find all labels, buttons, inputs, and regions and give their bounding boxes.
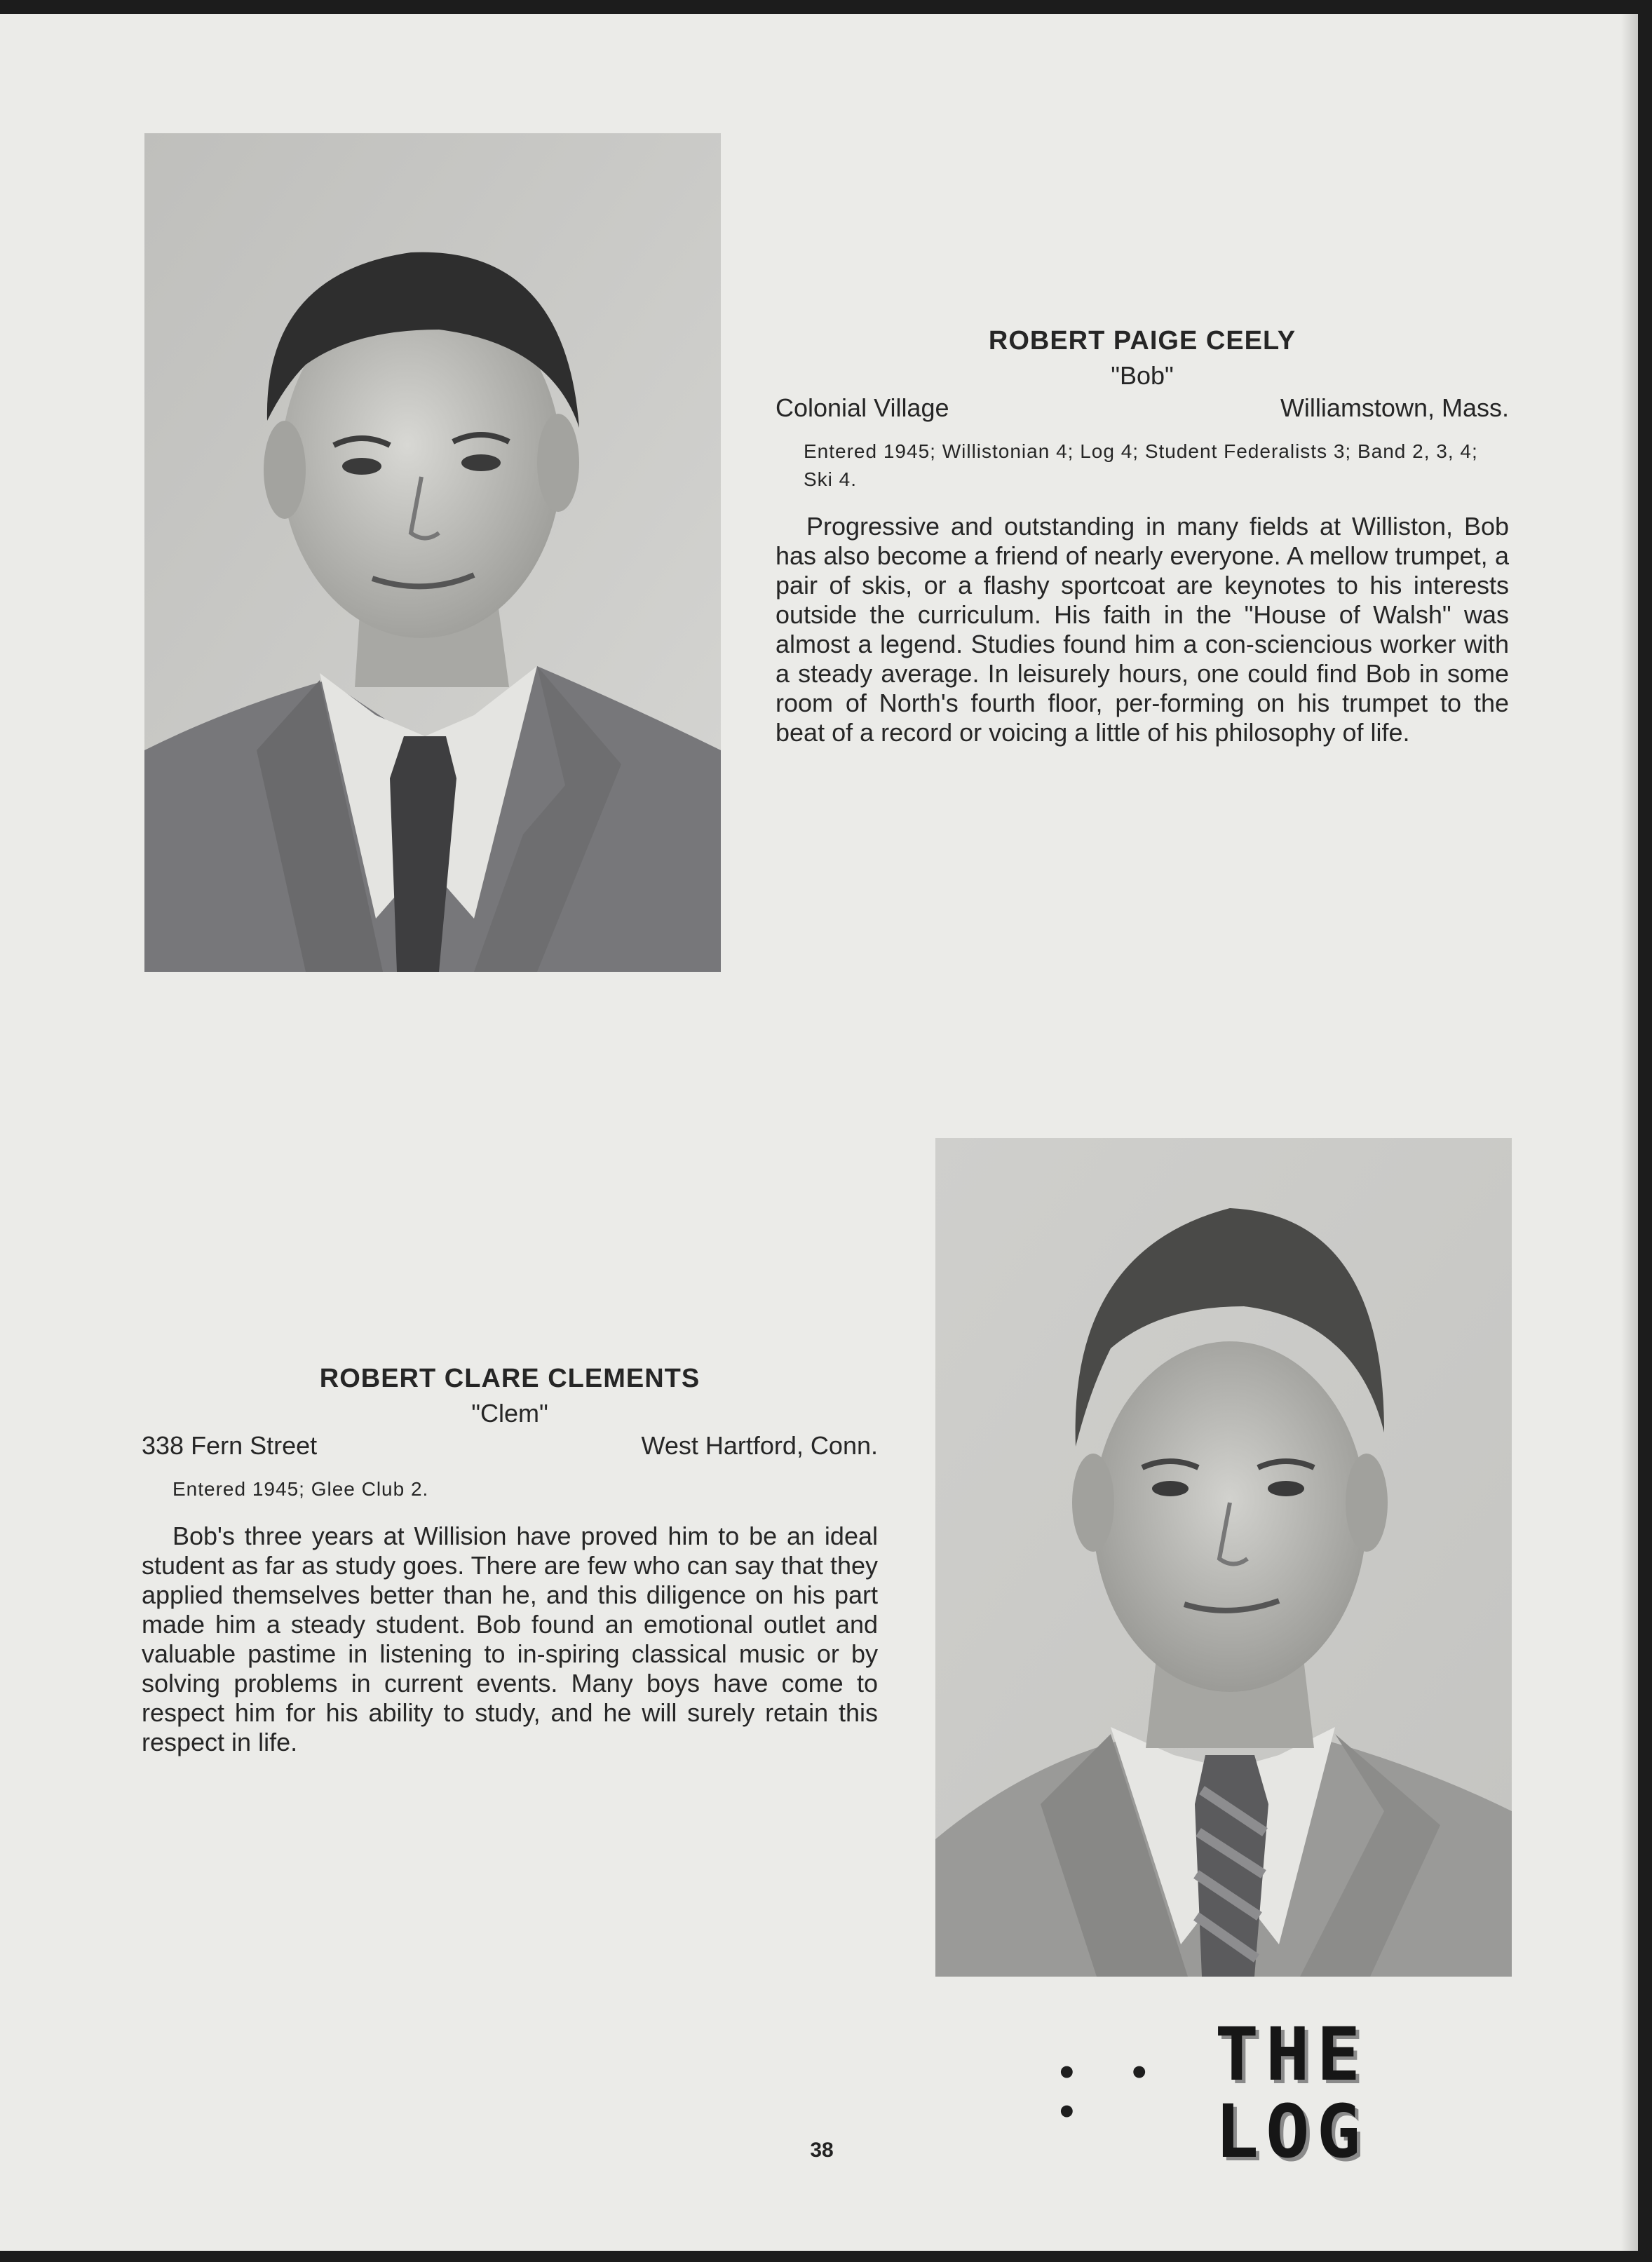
address-street: 338 Fern Street — [142, 1431, 318, 1460]
student-biography: Bob's three years at Willision have proved him to be an ideal student as far as study goes. There are few who can say that they applied themselves better than he, and this diligence on his part made him a steady student. Bob found an emotional outlet and valuable pastime in listening to in-spiring classical music or by solving problems in current events. Many boys have come to respect him for his ability to study, and he will surely retain this respect in life. — [142, 1522, 878, 1756]
address-city: West Hartford, Conn. — [641, 1431, 878, 1460]
student-address — [142, 1429, 878, 1463]
student-name: ROBERT CLARE CLEMENTS — [319, 1364, 700, 1393]
student-activities: Entered 1945; Glee Club 2. — [172, 1478, 429, 1500]
portrait-image — [144, 133, 721, 972]
address-street: Colonial Village — [776, 393, 949, 422]
portrait-photo-ceely — [144, 133, 721, 972]
student-biography: Progressive and outstanding in many fields at Williston, Bob has also become a friend of nearly everyone. A mellow trumpet, a pair of skis, or a flashy sportcoat are keynotes to his interests outside the curriculum. His faith in the "House of Walsh" was almost a legend. Studies found him a con-sciencious worker with a steady average. In leisurely hours, one could find Bob in some room of North's fourth floor, per-forming on his trumpet to the beat of a record or voicing a little of his philosophy of life. — [776, 512, 1509, 747]
page-number: 38 — [810, 2139, 834, 2162]
address-city: Williamstown, Mass. — [1280, 393, 1509, 422]
footer-dots: • • • — [1056, 2054, 1170, 2132]
bio-block-clements — [142, 1360, 878, 1757]
the-log-title: THE LOG — [1214, 2012, 1368, 2174]
student-name: ROBERT PAIGE CEELY — [988, 326, 1296, 355]
student-address — [776, 391, 1509, 425]
bio-block-ceely — [776, 323, 1509, 747]
footer-publication-title — [1056, 2012, 1519, 2174]
yearbook-page — [0, 14, 1638, 2251]
student-activities: Entered 1945; Willistonian 4; Log 4; Student Federalists 3; Band 2, 3, 4; Ski 4. — [804, 440, 1478, 490]
portrait-photo-clements — [935, 1138, 1512, 1977]
student-nickname: "Clem" — [471, 1399, 548, 1428]
portrait-image — [935, 1138, 1512, 1977]
page-spine-shadow — [1621, 14, 1638, 2251]
student-nickname: "Bob" — [1111, 361, 1174, 390]
